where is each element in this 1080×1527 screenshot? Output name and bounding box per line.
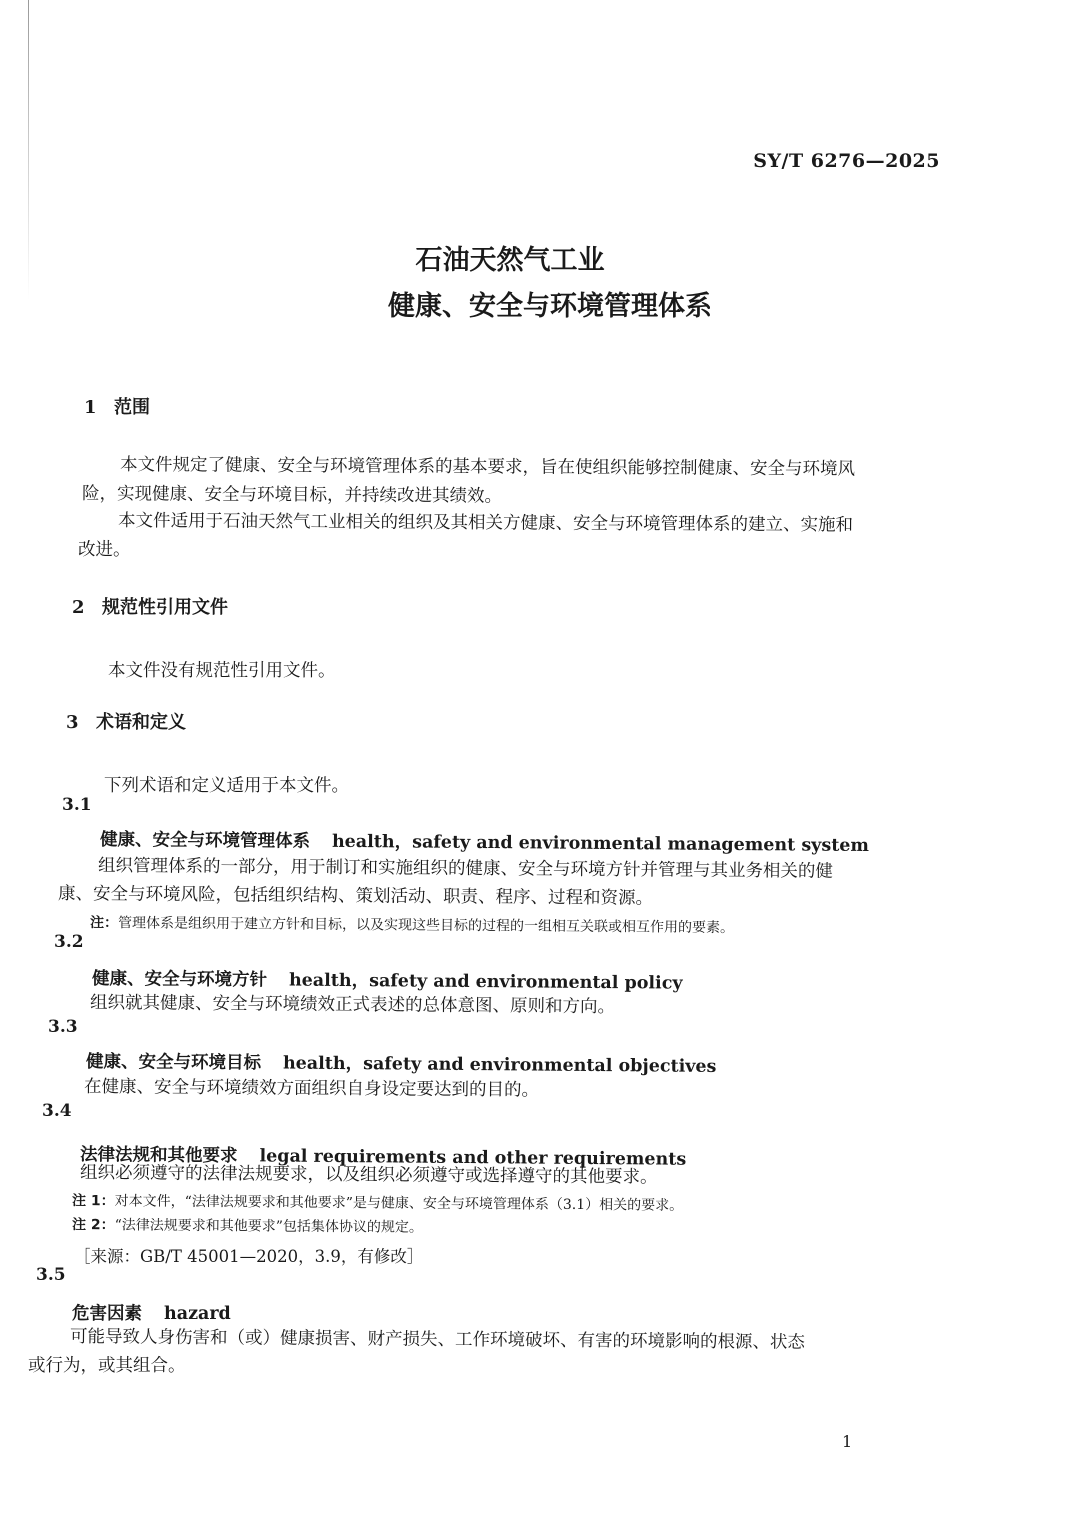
section-2-heading xyxy=(72,593,228,619)
term-number: 3.3 xyxy=(48,1017,78,1037)
term-definition-line-1: 组织必须遵守的法律法规要求，以及组织必须遵守或选择遵守的其他要求。 xyxy=(79,1163,658,1188)
section-title: 范围 xyxy=(114,397,150,418)
note-label: 注 1： xyxy=(71,1193,115,1210)
section-1-para-1-line-1: 本文件规定了健康、安全与环境管理体系的基本要求，旨在使组织能够控制健康、安全与环境风 xyxy=(119,455,856,480)
note-text: 管理体系是组织用于建立方针和目标，以及实现这些目标的过程的一组相互关联或相互作用的要素。 xyxy=(117,915,735,937)
term-zh: 法律法规和其他要求 xyxy=(79,1145,238,1167)
term-number: 3.5 xyxy=(36,1265,66,1285)
page-number: 1 xyxy=(842,1432,853,1451)
section-1-para-2-line-1: 本文件适用于石油天然气工业相关的组织及其相关方健康、安全与环境管理体系的建立、实施和 xyxy=(117,511,854,536)
section-1-para-1-line-2: 险，实现健康、安全与环境目标，并持续改进其绩效。 xyxy=(81,484,503,507)
term-zh: 健康、安全与环境方针 xyxy=(91,969,268,991)
document-title-line2: 健康、安全与环境管理体系 xyxy=(388,291,712,322)
term-number: 3.1 xyxy=(62,795,92,815)
note-text: 对本文件，“法律法规要求和其他要求”是与健康、安全与环境管理体系（3.1）相关的要求。 xyxy=(114,1193,684,1214)
term-note-2 xyxy=(72,1214,423,1237)
document-title-line1: 石油天然气工业 xyxy=(415,245,605,276)
term-definition-line-1: 在健康、安全与环境绩效方面组织自身设定要达到的目的。 xyxy=(83,1077,540,1101)
term-zh: 健康、安全与环境管理体系 xyxy=(99,830,311,852)
section-number: 3 xyxy=(66,712,79,733)
section-1-heading xyxy=(84,393,150,419)
section-2-para: 本文件没有规范性引用文件。 xyxy=(108,661,336,681)
term-en: health，safety and environmental management system xyxy=(331,831,870,857)
section-3-heading xyxy=(66,708,186,734)
term-definition-line-1: 可能导致人身伤害和（或）健康损害、财产损失、工作环境破坏、有害的环境影响的根源、状态 xyxy=(69,1327,806,1353)
standard-code: SY/T 6276—2025 xyxy=(753,150,940,172)
section-3-intro: 下列术语和定义适用于本文件。 xyxy=(104,776,349,796)
term-definition-line-1: 组织就其健康、安全与环境绩效正式表述的总体意图、原则和方向。 xyxy=(89,993,616,1018)
term-number: 3.4 xyxy=(42,1101,72,1121)
section-title: 术语和定义 xyxy=(96,712,186,733)
term-en: health，safety and environmental objectives xyxy=(282,1053,717,1077)
term-number: 3.2 xyxy=(54,932,84,952)
term-definition-line-1: 组织管理体系的一部分，用于制订和实施组织的健康、安全与环境方针并管理与其业务相关的健 xyxy=(97,856,834,882)
term-note-1 xyxy=(72,1190,683,1215)
term-source: ［来源：GB/T 45001—2020，3.9，有修改］ xyxy=(74,1247,424,1266)
note-label: 注 2： xyxy=(71,1217,115,1234)
section-number: 2 xyxy=(72,597,85,618)
note-text: “法律法规要求和其他要求”包括集体协议的规定。 xyxy=(114,1217,423,1236)
term-definition-line-2: 康、安全与环境风险，包括组织结构、策划活动、职责、程序、过程和资源。 xyxy=(57,884,654,909)
section-number: 1 xyxy=(84,397,97,418)
term-note xyxy=(90,912,734,937)
term-zh: 危害因素 xyxy=(72,1304,142,1324)
term-en: hazard xyxy=(164,1304,231,1324)
note-label: 注： xyxy=(89,915,119,932)
term-zh: 健康、安全与环境目标 xyxy=(85,1052,262,1074)
term-en: health，safety and environmental policy xyxy=(288,970,683,994)
section-title: 规范性引用文件 xyxy=(102,597,228,618)
section-1-para-2-line-2: 改进。 xyxy=(78,540,131,560)
term-definition-line-2: 或行为，或其组合。 xyxy=(28,1356,186,1376)
term-en: legal requirements and other requirements xyxy=(259,1146,687,1170)
